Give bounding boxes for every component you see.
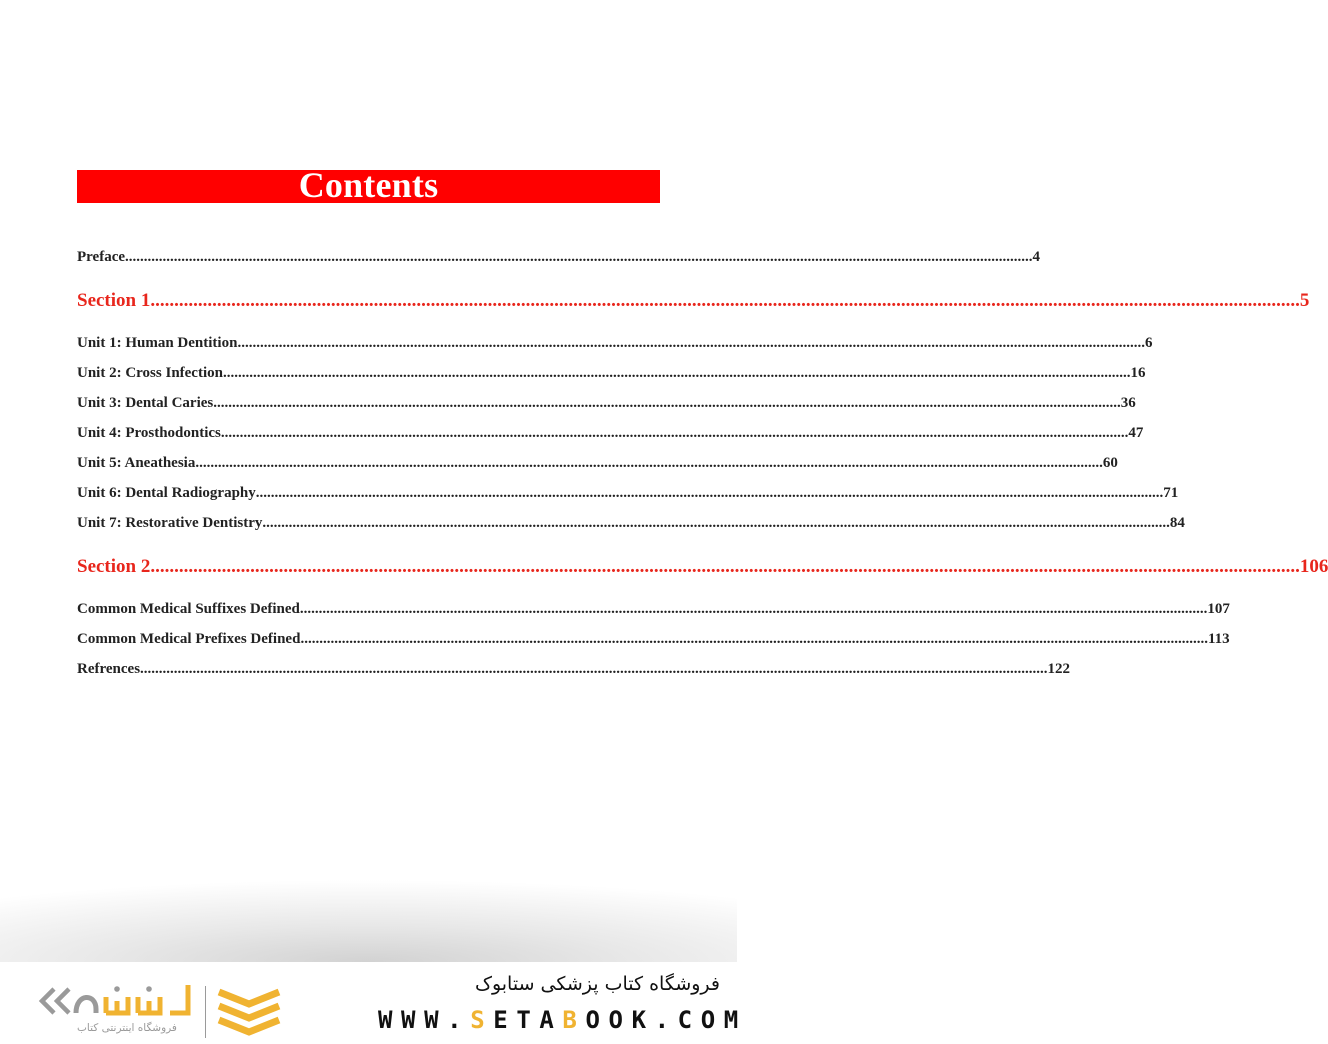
- toc-entry-page: 84: [1169, 515, 1185, 531]
- toc-section-label: Section 2: [77, 556, 151, 577]
- book-stack-icon: [216, 986, 282, 1038]
- toc-entry-page: 16: [1130, 365, 1146, 381]
- store-name: فروشگاه کتاب پزشکی ستابوک: [474, 973, 720, 995]
- toc-entry-unit-1: [77, 335, 1153, 355]
- dot-leader: [213, 395, 1121, 412]
- toc-entry-label: Common Medical Suffixes Defined: [77, 601, 300, 617]
- toc-entry-page: 107: [1207, 601, 1230, 617]
- toc-entry-page: 36: [1120, 395, 1136, 411]
- url-part: WWW.: [378, 1006, 471, 1034]
- dot-leader: [195, 455, 1103, 472]
- toc-entry-unit-2: [77, 365, 1146, 385]
- url-part: ETA: [493, 1006, 563, 1034]
- toc-entry-prefixes: [77, 631, 1230, 651]
- contents-title: Contents: [77, 170, 660, 203]
- dot-leader: [125, 249, 1033, 266]
- toc-entry-page: 47: [1128, 425, 1144, 441]
- toc-entry-unit-5: [77, 455, 1118, 475]
- toc-entry-page: 71: [1163, 485, 1179, 501]
- dot-leader: [300, 631, 1208, 648]
- dot-leader: [237, 335, 1145, 352]
- toc-entry-label: Unit 5: Aneathesia: [77, 455, 196, 471]
- toc-entry-label: Unit 1: Human Dentition: [77, 335, 238, 351]
- logo-divider: [205, 986, 206, 1038]
- toc-entry-unit-3: [77, 395, 1136, 415]
- toc-entry-label: Refrences: [77, 661, 141, 677]
- store-url[interactable]: [378, 1006, 747, 1038]
- toc-entry-label: Unit 3: Dental Caries: [77, 395, 214, 411]
- double-chevron-icon: [37, 986, 73, 1016]
- dot-leader: [150, 290, 1300, 312]
- toc-entry-unit-6: [77, 485, 1179, 505]
- dot-leader: [256, 485, 1164, 502]
- url-part-accent: S: [470, 1006, 494, 1034]
- toc-entry-suffixes: [77, 601, 1230, 621]
- toc-entry-unit-4: [77, 425, 1144, 445]
- toc-section-2: [77, 556, 1328, 580]
- toc-entry-label: Preface: [77, 249, 126, 265]
- toc-entry-unit-7: [77, 515, 1185, 535]
- dot-leader: [223, 365, 1131, 382]
- toc-entry-page: 6: [1144, 335, 1153, 351]
- toc-entry-preface: [77, 249, 1041, 269]
- url-part-accent: B: [562, 1006, 586, 1034]
- toc-entry-page: 60: [1102, 455, 1118, 471]
- toc-section-page: 106: [1299, 556, 1328, 577]
- logo-subtitle: فروشگاه اینترنتی کتاب: [77, 1022, 177, 1034]
- page-shadow: [0, 880, 737, 962]
- toc-entry-label: Common Medical Prefixes Defined: [77, 631, 301, 647]
- setabook-logo-icon: [72, 979, 192, 1019]
- toc-section-page: 5: [1299, 290, 1310, 311]
- toc-section-1: [77, 290, 1310, 314]
- dot-leader: [221, 425, 1129, 442]
- toc-entry-page: 4: [1032, 249, 1041, 265]
- toc-entry-page: 122: [1047, 661, 1071, 677]
- dot-leader: [300, 601, 1208, 618]
- dot-leader: [140, 661, 1048, 678]
- toc-entry-label: Unit 6: Dental Radiography: [77, 485, 256, 501]
- toc-entry-page: 113: [1207, 631, 1230, 647]
- toc-entry-references: [77, 661, 1071, 681]
- dot-leader: [262, 515, 1170, 532]
- url-part: OOK.COM: [585, 1006, 747, 1034]
- toc-entry-label: Unit 7: Restorative Dentistry: [77, 515, 263, 531]
- dot-leader: [150, 556, 1300, 578]
- toc-entry-label: Unit 4: Prosthodontics: [77, 425, 221, 441]
- toc-section-label: Section 1: [77, 290, 151, 311]
- toc-entry-label: Unit 2: Cross Infection: [77, 365, 223, 381]
